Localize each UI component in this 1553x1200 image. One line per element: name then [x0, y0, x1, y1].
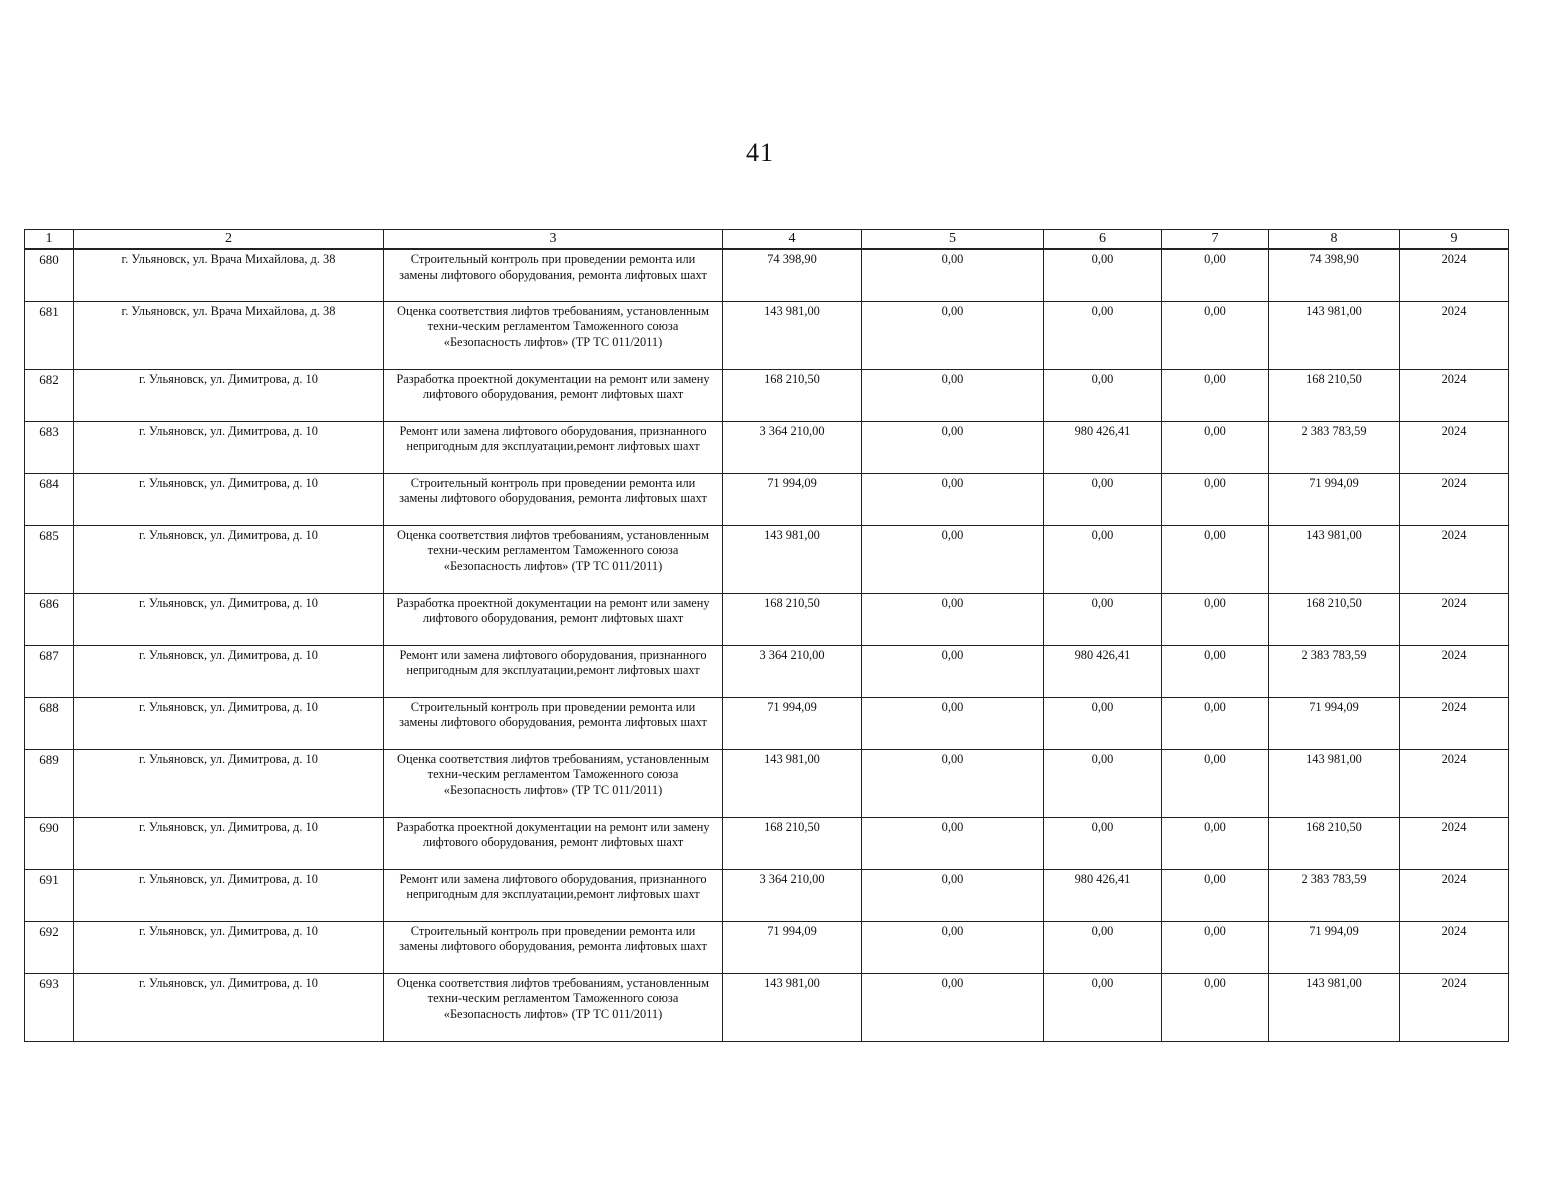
value-col4: 143 981,00	[723, 525, 862, 593]
address-cell: г. Ульяновск, ул. Димитрова, д. 10	[74, 473, 384, 525]
value-col8: 143 981,00	[1269, 749, 1400, 817]
value-col8: 143 981,00	[1269, 973, 1400, 1041]
value-col6: 980 426,41	[1044, 645, 1162, 697]
row-number: 689	[25, 749, 74, 817]
value-col6: 0,00	[1044, 749, 1162, 817]
value-col6: 0,00	[1044, 525, 1162, 593]
work-type-cell: Ремонт или замена лифтового оборудования, признанного непригодным для эксплуатации,ремонт лифтовых шахт	[384, 421, 723, 473]
value-col8: 71 994,09	[1269, 473, 1400, 525]
work-type-cell: Разработка проектной документации на ремонт или замену лифтового оборудования, ремонт лифтовых шахт	[384, 817, 723, 869]
value-col6: 0,00	[1044, 817, 1162, 869]
year-cell: 2024	[1400, 869, 1509, 921]
work-type-cell: Разработка проектной документации на ремонт или замену лифтового оборудования, ремонт лифтовых шахт	[384, 369, 723, 421]
address-cell: г. Ульяновск, ул. Димитрова, д. 10	[74, 645, 384, 697]
value-col8: 168 210,50	[1269, 817, 1400, 869]
table-row	[25, 421, 1509, 473]
row-number: 682	[25, 369, 74, 421]
work-type-cell: Строительный контроль при проведении ремонта или замены лифтового оборудования, ремонта лифтовых шахт	[384, 921, 723, 973]
value-col7: 0,00	[1162, 697, 1269, 749]
value-col4: 3 364 210,00	[723, 645, 862, 697]
table-header	[25, 230, 1509, 250]
table-row	[25, 301, 1509, 369]
value-col4: 168 210,50	[723, 593, 862, 645]
address-cell: г. Ульяновск, ул. Димитрова, д. 10	[74, 697, 384, 749]
value-col4: 71 994,09	[723, 921, 862, 973]
value-col5: 0,00	[862, 593, 1044, 645]
value-col7: 0,00	[1162, 301, 1269, 369]
value-col7: 0,00	[1162, 973, 1269, 1041]
address-cell: г. Ульяновск, ул. Димитрова, д. 10	[74, 973, 384, 1041]
address-cell: г. Ульяновск, ул. Димитрова, д. 10	[74, 817, 384, 869]
row-number: 693	[25, 973, 74, 1041]
year-cell: 2024	[1400, 369, 1509, 421]
value-col8: 143 981,00	[1269, 525, 1400, 593]
address-cell: г. Ульяновск, ул. Димитрова, д. 10	[74, 525, 384, 593]
table-row	[25, 525, 1509, 593]
value-col7: 0,00	[1162, 421, 1269, 473]
value-col8: 2 383 783,59	[1269, 421, 1400, 473]
year-cell: 2024	[1400, 473, 1509, 525]
value-col5: 0,00	[862, 973, 1044, 1041]
value-col5: 0,00	[862, 473, 1044, 525]
value-col5: 0,00	[862, 421, 1044, 473]
work-type-cell: Строительный контроль при проведении ремонта или замены лифтового оборудования, ремонта лифтовых шахт	[384, 697, 723, 749]
column-header: 8	[1269, 230, 1400, 250]
work-type-cell: Строительный контроль при проведении ремонта или замены лифтового оборудования, ремонта лифтовых шахт	[384, 473, 723, 525]
column-header: 9	[1400, 230, 1509, 250]
year-cell: 2024	[1400, 301, 1509, 369]
address-cell: г. Ульяновск, ул. Димитрова, д. 10	[74, 593, 384, 645]
table-row	[25, 749, 1509, 817]
column-header: 5	[862, 230, 1044, 250]
page-number: 41	[746, 138, 774, 167]
year-cell: 2024	[1400, 697, 1509, 749]
row-number: 688	[25, 697, 74, 749]
value-col5: 0,00	[862, 525, 1044, 593]
work-type-cell: Оценка соответствия лифтов требованиям, установленным техни-ческим регламентом Таможенного союза «Безопасность лифтов» (ТР ТС 011/2011)	[384, 525, 723, 593]
row-number: 686	[25, 593, 74, 645]
value-col5: 0,00	[862, 749, 1044, 817]
works-table	[24, 229, 1509, 1042]
table-row	[25, 921, 1509, 973]
value-col4: 168 210,50	[723, 817, 862, 869]
value-col7: 0,00	[1162, 645, 1269, 697]
value-col4: 3 364 210,00	[723, 869, 862, 921]
value-col6: 0,00	[1044, 593, 1162, 645]
table-row	[25, 369, 1509, 421]
row-number: 687	[25, 645, 74, 697]
value-col5: 0,00	[862, 249, 1044, 301]
address-cell: г. Ульяновск, ул. Димитрова, д. 10	[74, 921, 384, 973]
value-col6: 0,00	[1044, 249, 1162, 301]
column-header: 4	[723, 230, 862, 250]
row-number: 685	[25, 525, 74, 593]
year-cell: 2024	[1400, 421, 1509, 473]
value-col7: 0,00	[1162, 749, 1269, 817]
value-col5: 0,00	[862, 921, 1044, 973]
row-number: 681	[25, 301, 74, 369]
value-col6: 0,00	[1044, 369, 1162, 421]
value-col8: 168 210,50	[1269, 369, 1400, 421]
value-col8: 143 981,00	[1269, 301, 1400, 369]
work-type-cell: Ремонт или замена лифтового оборудования, признанного непригодным для эксплуатации,ремонт лифтовых шахт	[384, 869, 723, 921]
address-cell: г. Ульяновск, ул. Димитрова, д. 10	[74, 421, 384, 473]
year-cell: 2024	[1400, 645, 1509, 697]
value-col5: 0,00	[862, 697, 1044, 749]
value-col4: 143 981,00	[723, 749, 862, 817]
header-row	[25, 230, 1509, 250]
column-header: 2	[74, 230, 384, 250]
row-number: 684	[25, 473, 74, 525]
value-col8: 71 994,09	[1269, 921, 1400, 973]
table-row	[25, 645, 1509, 697]
year-cell: 2024	[1400, 249, 1509, 301]
column-header: 3	[384, 230, 723, 250]
value-col6: 0,00	[1044, 921, 1162, 973]
value-col7: 0,00	[1162, 249, 1269, 301]
value-col7: 0,00	[1162, 817, 1269, 869]
column-header: 6	[1044, 230, 1162, 250]
row-number: 680	[25, 249, 74, 301]
value-col6: 980 426,41	[1044, 421, 1162, 473]
table-row	[25, 817, 1509, 869]
work-type-cell: Разработка проектной документации на ремонт или замену лифтового оборудования, ремонт лифтовых шахт	[384, 593, 723, 645]
value-col8: 168 210,50	[1269, 593, 1400, 645]
address-cell: г. Ульяновск, ул. Димитрова, д. 10	[74, 749, 384, 817]
row-number: 692	[25, 921, 74, 973]
address-cell: г. Ульяновск, ул. Врача Михайлова, д. 38	[74, 301, 384, 369]
table-row	[25, 249, 1509, 301]
year-cell: 2024	[1400, 973, 1509, 1041]
year-cell: 2024	[1400, 749, 1509, 817]
row-number: 683	[25, 421, 74, 473]
row-number: 690	[25, 817, 74, 869]
year-cell: 2024	[1400, 593, 1509, 645]
value-col4: 71 994,09	[723, 473, 862, 525]
value-col5: 0,00	[862, 369, 1044, 421]
value-col7: 0,00	[1162, 473, 1269, 525]
value-col5: 0,00	[862, 869, 1044, 921]
table-body	[25, 249, 1509, 1041]
value-col4: 168 210,50	[723, 369, 862, 421]
value-col6: 0,00	[1044, 301, 1162, 369]
address-cell: г. Ульяновск, ул. Димитрова, д. 10	[74, 369, 384, 421]
table-row	[25, 593, 1509, 645]
column-header: 7	[1162, 230, 1269, 250]
table-row	[25, 869, 1509, 921]
value-col8: 2 383 783,59	[1269, 645, 1400, 697]
year-cell: 2024	[1400, 921, 1509, 973]
value-col6: 0,00	[1044, 973, 1162, 1041]
value-col6: 0,00	[1044, 697, 1162, 749]
table-row	[25, 697, 1509, 749]
column-header: 1	[25, 230, 74, 250]
year-cell: 2024	[1400, 817, 1509, 869]
value-col4: 143 981,00	[723, 973, 862, 1041]
value-col6: 980 426,41	[1044, 869, 1162, 921]
value-col8: 71 994,09	[1269, 697, 1400, 749]
value-col7: 0,00	[1162, 869, 1269, 921]
table-row	[25, 473, 1509, 525]
value-col8: 74 398,90	[1269, 249, 1400, 301]
value-col7: 0,00	[1162, 921, 1269, 973]
work-type-cell: Оценка соответствия лифтов требованиям, установленным техни-ческим регламентом Таможенного союза «Безопасность лифтов» (ТР ТС 011/2011)	[384, 749, 723, 817]
value-col6: 0,00	[1044, 473, 1162, 525]
address-cell: г. Ульяновск, ул. Димитрова, д. 10	[74, 869, 384, 921]
work-type-cell: Оценка соответствия лифтов требованиям, установленным техни-ческим регламентом Таможенного союза «Безопасность лифтов» (ТР ТС 011/2011)	[384, 301, 723, 369]
value-col5: 0,00	[862, 645, 1044, 697]
year-cell: 2024	[1400, 525, 1509, 593]
value-col7: 0,00	[1162, 525, 1269, 593]
value-col4: 143 981,00	[723, 301, 862, 369]
work-type-cell: Строительный контроль при проведении ремонта или замены лифтового оборудования, ремонта лифтовых шахт	[384, 249, 723, 301]
value-col5: 0,00	[862, 817, 1044, 869]
value-col7: 0,00	[1162, 593, 1269, 645]
value-col5: 0,00	[862, 301, 1044, 369]
value-col7: 0,00	[1162, 369, 1269, 421]
address-cell: г. Ульяновск, ул. Врача Михайлова, д. 38	[74, 249, 384, 301]
row-number: 691	[25, 869, 74, 921]
work-type-cell: Ремонт или замена лифтового оборудования, признанного непригодным для эксплуатации,ремонт лифтовых шахт	[384, 645, 723, 697]
value-col4: 71 994,09	[723, 697, 862, 749]
value-col4: 3 364 210,00	[723, 421, 862, 473]
work-type-cell: Оценка соответствия лифтов требованиям, установленным техни-ческим регламентом Таможенного союза «Безопасность лифтов» (ТР ТС 011/2011)	[384, 973, 723, 1041]
table-row	[25, 973, 1509, 1041]
value-col8: 2 383 783,59	[1269, 869, 1400, 921]
value-col4: 74 398,90	[723, 249, 862, 301]
